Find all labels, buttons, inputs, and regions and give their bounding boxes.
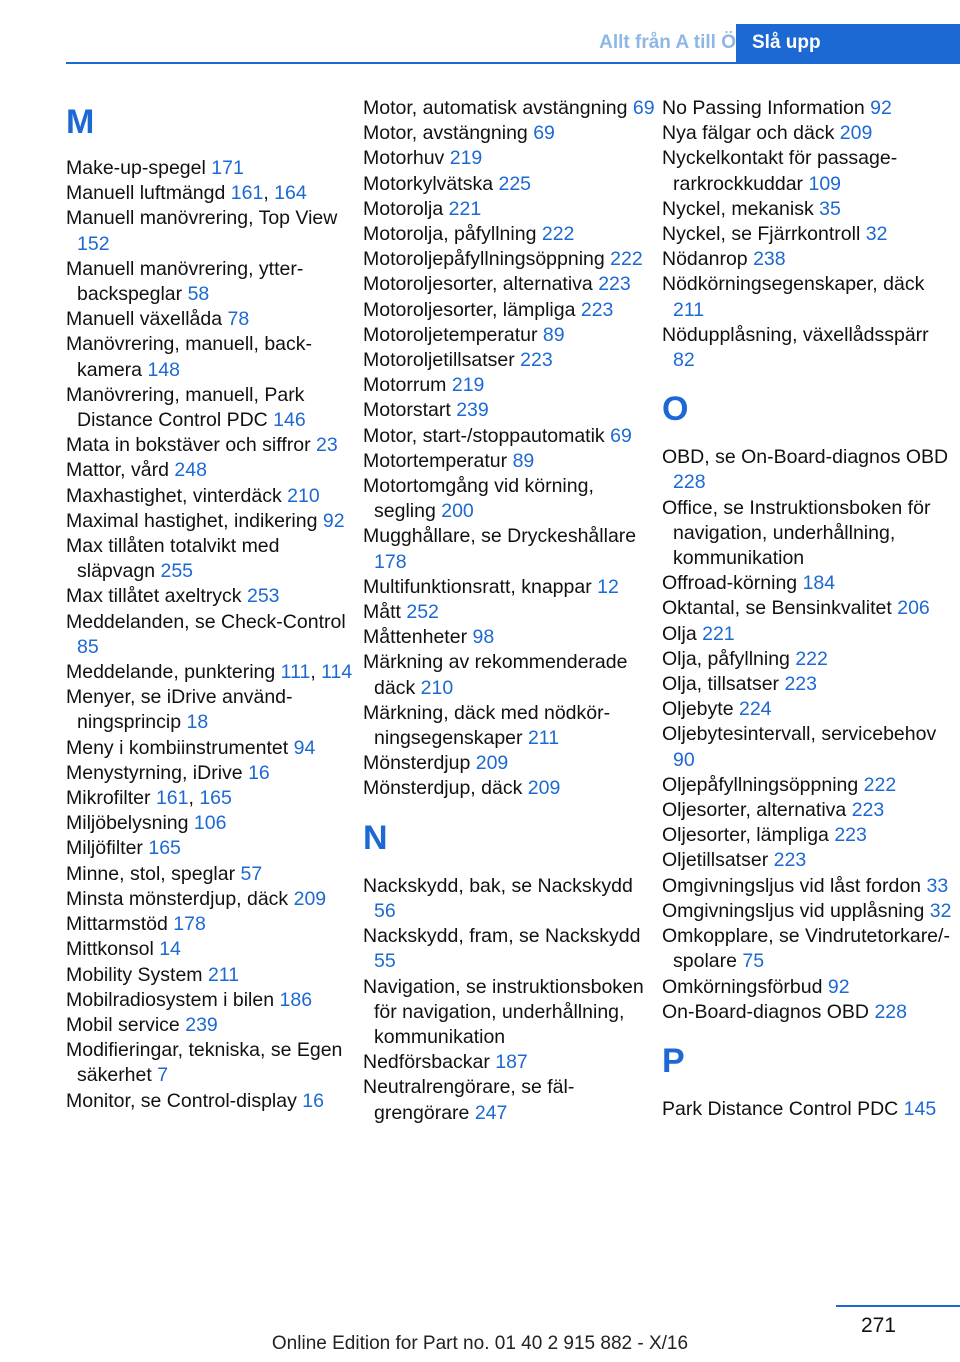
tab-look-up[interactable]: Slå upp — [736, 24, 960, 62]
index-entry-term: Motortemperatur — [363, 449, 508, 472]
index-entry-term: Nyckelkontakt för passagerarkrockkuddar — [662, 147, 898, 195]
index-entry — [66, 433, 356, 458]
page-reference-link[interactable]: 92 — [870, 97, 892, 119]
index-entry-term: Manuell manövrering, ytterbackspeglar — [66, 257, 304, 306]
page-number-rule — [836, 1305, 960, 1307]
page-reference-link[interactable]: 228 — [673, 471, 706, 494]
index-entry — [662, 697, 952, 722]
page-reference-link[interactable]: 164 — [274, 182, 307, 205]
index-entry — [66, 736, 356, 761]
page-reference-link[interactable]: 75 — [742, 950, 765, 973]
index-entry-term: Måttenheter — [363, 626, 468, 649]
index-entry-term: Nyckel, mekanisk — [662, 197, 814, 220]
index-entry — [662, 899, 952, 924]
index-entry — [363, 600, 655, 625]
index-entry — [363, 701, 655, 751]
index-entry-term: Meddelanden, se Check-Control — [66, 610, 346, 633]
page-reference-link[interactable]: 16 — [302, 1089, 324, 1112]
index-entry — [363, 874, 655, 924]
page-reference-link[interactable]: 211 — [527, 727, 560, 750]
index-entry-term: Motoroljetemperatur — [363, 323, 538, 346]
index-entry — [662, 924, 952, 974]
index-entry-term: Märkning av rekommenderade däck — [363, 651, 628, 699]
index-entry — [363, 975, 655, 1051]
index-entry — [363, 524, 655, 574]
page-reference-link[interactable]: 209 — [839, 122, 873, 145]
index-entry — [662, 445, 952, 495]
index-entry-term: Meddelande, punktering — [66, 661, 276, 684]
page-reference-link[interactable]: 186 — [279, 988, 313, 1011]
index-entry — [363, 298, 655, 323]
index-entry-term: Neutralrengörare, se fälgrengörare — [363, 1076, 575, 1124]
index-entry — [66, 963, 356, 988]
index-entry-term: Manövrering, manuell, backkamera — [66, 333, 313, 381]
index-entry — [363, 96, 655, 121]
index-entry — [363, 398, 655, 423]
index-entry-term: Monitor, se Control-display — [66, 1089, 297, 1112]
index-entry — [66, 458, 356, 483]
section-letter-p: P — [662, 1041, 685, 1080]
index-entry — [66, 761, 356, 786]
index-entry — [662, 496, 952, 572]
page-reference-link[interactable]: 98 — [472, 626, 495, 649]
page-reference-link[interactable]: 221 — [448, 197, 482, 220]
index-entry: Manuell luftmängd 161, 164 — [66, 182, 307, 205]
index-entry-term: Mata in bokstäver och siffror — [66, 434, 311, 457]
index-entry — [363, 474, 655, 524]
index-entry — [66, 307, 356, 332]
index-entry-term: Menystyrning, iDrive — [66, 761, 243, 784]
section-letter-n: N — [363, 818, 388, 857]
page-reference-link[interactable]: 219 — [451, 374, 485, 397]
index-entry — [363, 1075, 655, 1125]
index-entry-term: Manuell manövrering, Top View — [66, 207, 338, 230]
page-reference-link[interactable]: 223 — [851, 799, 885, 822]
index-entry-term: Nackskydd, bak, se Nackskydd — [363, 874, 633, 897]
page-reference-link[interactable]: 12 — [597, 575, 619, 598]
page-reference-link[interactable]: 224 — [738, 698, 772, 721]
index-column-2 — [363, 96, 655, 1126]
index-entry-term: Navigation, se instruktionsboken för navigation, underhållning, kommunikation — [363, 975, 644, 1048]
index-entry-term: Oljesorter, lämpliga — [662, 824, 829, 847]
index-entry — [363, 247, 655, 272]
page-reference-link[interactable]: 239 — [456, 399, 489, 422]
page-reference-link[interactable]: 161 — [155, 787, 189, 810]
page-reference-link[interactable]: 23 — [316, 434, 338, 457]
index-entry — [363, 121, 655, 146]
index-entry — [363, 625, 655, 650]
index-column-3 — [662, 96, 952, 1122]
index-entry-term: Nödanrop — [662, 248, 748, 271]
index-entry — [66, 1013, 356, 1038]
page-reference-link[interactable]: 69 — [533, 122, 555, 145]
page-reference-link[interactable]: 165 — [148, 837, 181, 860]
index-entry — [662, 247, 952, 272]
index-entry — [662, 1000, 952, 1025]
page-reference-link[interactable]: 165 — [199, 787, 232, 810]
index-entry-term: Oljepåfyllningsöppning — [662, 773, 859, 796]
page-reference-link[interactable]: 14 — [159, 938, 181, 961]
index-entry — [66, 685, 356, 735]
index-entry-term: Multifunktionsratt, knappar — [363, 575, 592, 598]
index-entry — [66, 988, 356, 1013]
index-entry-term: Olja — [662, 622, 697, 645]
index-entry — [662, 571, 952, 596]
index-entry — [66, 584, 356, 609]
page-reference-link[interactable]: 18 — [186, 711, 209, 734]
index-entry — [662, 848, 952, 873]
page-reference-link[interactable]: 223 — [784, 673, 817, 696]
index-entry — [363, 776, 655, 801]
index-entry — [363, 1050, 655, 1075]
page-reference-link[interactable]: 82 — [673, 349, 695, 372]
page-reference-link[interactable]: 239 — [185, 1013, 218, 1036]
index-entry — [66, 912, 356, 937]
index-entry — [662, 975, 952, 1000]
index-entry — [66, 610, 356, 660]
index-entry-term: Make-up-spegel — [66, 157, 206, 179]
page-reference-link[interactable]: 222 — [610, 248, 643, 271]
index-entry-term: Max tillåtet axeltryck — [66, 585, 242, 608]
page-reference-link[interactable]: 85 — [77, 635, 99, 658]
index-entry — [363, 172, 655, 197]
index-entry — [662, 197, 952, 222]
page-reference-link[interactable]: 92 — [322, 509, 345, 532]
index-entry — [662, 823, 952, 848]
index-entry — [363, 323, 655, 348]
index-entry-term: Oljebytesintervall, servicebehov — [662, 723, 937, 746]
index-entry: Mikrofilter 161, 165 — [66, 787, 232, 810]
index-entry-term: Mönsterdjup — [363, 752, 471, 775]
page-reference-link[interactable]: 225 — [498, 172, 532, 195]
index-entry-term: Nedförsbackar — [363, 1051, 490, 1074]
page-reference-link[interactable]: 223 — [834, 824, 867, 847]
page-reference-link[interactable]: 114 — [321, 661, 353, 684]
index-entry-term: Mattor, vård — [66, 459, 169, 482]
index-entry-term: Omgivningsljus vid upplåsning — [662, 899, 925, 922]
index-entry-term: Motoroljepåfyllningsöppning — [363, 248, 605, 271]
index-entry-term: Omgivningsljus vid låst fordon — [662, 874, 922, 897]
index-entry-term: Nyckel, se Fjärrkontroll — [662, 223, 861, 246]
page-reference-link[interactable]: 209 — [475, 752, 509, 775]
page-reference-link[interactable]: 148 — [147, 358, 180, 381]
index-entry-term: Motoroljetillsatser — [363, 349, 515, 372]
page-reference-link[interactable]: 247 — [474, 1101, 508, 1124]
index-entry-term: Motor, avstängning — [363, 122, 528, 145]
index-entry-term: Motorhuv — [363, 147, 445, 170]
page-reference-link[interactable]: 33 — [926, 874, 949, 897]
index-entry-term: Olja, påfyllning — [662, 647, 790, 670]
page-reference-link[interactable]: 161 — [230, 182, 264, 205]
page-reference-link[interactable]: 219 — [449, 147, 483, 170]
index-entry — [363, 650, 655, 700]
index-entry — [66, 836, 356, 861]
index-entry — [66, 1038, 356, 1088]
page-reference-link[interactable]: 89 — [542, 323, 565, 346]
index-entry-term: Oktantal, se Bensinkvalitet — [662, 597, 892, 620]
index-entry-term: Nödupplåsning, växellådsspärr — [662, 323, 929, 346]
section-letter-m: M — [66, 103, 95, 141]
page-number: 271 — [860, 1314, 896, 1337]
index-entry — [363, 424, 655, 449]
index-entry-term: Meny i kombiinstrumentet — [66, 736, 289, 759]
page-reference-link[interactable]: 252 — [406, 601, 439, 624]
index-entry-term: Nya fälgar och däck — [662, 122, 835, 145]
page-reference-link[interactable]: 222 — [541, 223, 575, 246]
page-reference-link[interactable]: 253 — [246, 585, 280, 608]
index-entry — [363, 924, 655, 974]
page-reference-link[interactable]: 211 — [207, 963, 240, 986]
index-entry — [363, 272, 655, 297]
index-entry — [662, 121, 952, 146]
index-entry-term: Maximal hastighet, indikering — [66, 509, 318, 532]
page-reference-link[interactable]: 255 — [160, 560, 194, 583]
index-entry-term: Motorstart — [363, 399, 451, 422]
page-reference-link[interactable]: 238 — [753, 248, 786, 271]
page-reference-link[interactable]: 223 — [520, 349, 553, 372]
index-entry — [662, 773, 952, 798]
index-entry-term: Motor, start-/stoppautomatik — [363, 424, 605, 447]
index-entry-term: Mittkonsol — [66, 938, 154, 961]
top-navigation — [0, 24, 960, 62]
page-reference-link[interactable]: 209 — [293, 887, 327, 910]
index-entry-term: Motorolja, påfyllning — [363, 223, 537, 246]
index-entry-term: Omkopplare, se Vindrutetorkare/-spolare — [662, 925, 950, 973]
index-entry — [662, 647, 952, 672]
index-entry-term: Märkning, däck med nödkörningsegenskaper — [363, 701, 611, 750]
index-entry-term: Motorrum — [363, 374, 447, 397]
index-entry — [662, 323, 952, 373]
index-entry-term: Mugghållare, se Dryckeshållare — [363, 525, 637, 548]
index-entry-term: Nackskydd, fram, se Nackskydd — [363, 925, 641, 948]
index-entry-term: Menyer, se iDrive användningsprincip — [66, 686, 293, 734]
index-entry-term: Mikrofilter — [66, 787, 151, 810]
index-entry-term: Nödkörningsegenskaper, däck — [662, 273, 925, 296]
index-entry-term: Maxhastighet, vinterdäck — [66, 484, 282, 507]
page-reference-link[interactable]: 171 — [211, 157, 244, 179]
page-reference-link[interactable]: 78 — [227, 308, 250, 331]
index-entry-term: Oljebyte — [662, 698, 734, 721]
page-reference-link[interactable]: 69 — [610, 424, 632, 447]
index-entry-term: Manuell växellåda — [66, 308, 223, 331]
page-reference-link[interactable]: 178 — [173, 913, 206, 936]
index-entry-term: Mobilradiosystem i bilen — [66, 988, 275, 1011]
page-reference-link[interactable]: 206 — [897, 597, 930, 620]
index-entry — [363, 751, 655, 776]
index-entry-term: Minne, stol, speglar — [66, 862, 236, 885]
page-reference-link[interactable]: 223 — [580, 298, 614, 321]
page-reference-link[interactable]: 111 — [280, 661, 311, 684]
header-divider — [66, 62, 960, 64]
index-entry-term: Motoroljesorter, lämpliga — [363, 298, 576, 321]
index-entry — [66, 509, 356, 534]
index-entry — [363, 348, 655, 373]
index-entry-term: OBD, se On-Board-diagnos OBD — [662, 446, 949, 469]
index-entry-term: Manuell luftmängd — [66, 182, 226, 205]
page-reference-link[interactable]: 184 — [802, 572, 836, 595]
page-reference-link[interactable]: 228 — [874, 1000, 907, 1023]
index-entry-term: Olja, tillsatser — [662, 673, 780, 696]
index-entry — [662, 1097, 952, 1122]
index-entry — [66, 156, 356, 181]
page-reference-link[interactable]: 92 — [827, 975, 850, 998]
index-entry — [662, 222, 952, 247]
index-entry — [66, 206, 356, 256]
index-entry — [662, 798, 952, 823]
index-entry-term: Oljetillsatser — [662, 849, 769, 872]
index-entry — [662, 874, 952, 899]
index-entry — [66, 534, 356, 584]
page-reference-link[interactable]: 222 — [863, 773, 897, 796]
index-entry — [363, 373, 655, 398]
index-entry — [66, 484, 356, 509]
index-entry-term: Minsta mönsterdjup, däck — [66, 887, 289, 910]
page-reference-link[interactable]: 178 — [374, 550, 407, 573]
index-entry-term: Mönsterdjup, däck — [363, 777, 523, 800]
index-entry-term: Mobil service — [66, 1013, 180, 1036]
page-reference-link[interactable]: 223 — [773, 849, 807, 872]
index-entry — [66, 862, 356, 887]
page-reference-link[interactable]: 145 — [903, 1097, 937, 1120]
index-entry-term: No Passing Information — [662, 97, 865, 119]
page-reference-link[interactable]: 200 — [441, 500, 474, 523]
index-entry-term: Omkörningsförbud — [662, 975, 823, 998]
page-reference-link[interactable]: 222 — [795, 647, 828, 670]
index-entry — [66, 383, 356, 433]
page-reference-link[interactable]: 90 — [673, 748, 695, 771]
page-reference-link[interactable]: 211 — [673, 298, 705, 321]
index-entry — [363, 575, 655, 600]
index-entry-term: Motoroljesorter, alternativa — [363, 273, 593, 296]
index-entry — [363, 449, 655, 474]
page-reference-link[interactable]: 35 — [819, 197, 841, 220]
section-link-a-to-o[interactable]: Allt från A till Ö — [599, 32, 736, 53]
page-reference-link[interactable]: 248 — [174, 459, 207, 482]
index-entry-term: On-Board-diagnos OBD — [662, 1000, 870, 1023]
index-entry-term: Miljöbelysning — [66, 812, 189, 835]
index-entry-term: Oljesorter, alternativa — [662, 799, 847, 822]
index-entry — [363, 146, 655, 171]
index-entry-term: Mått — [363, 601, 401, 624]
page-reference-link[interactable]: 58 — [187, 283, 210, 306]
page-reference-link[interactable]: 209 — [527, 777, 561, 800]
page-reference-link[interactable]: 187 — [495, 1051, 528, 1074]
index-entry-term: Offroad-körning — [662, 572, 798, 595]
index-entry — [662, 272, 952, 322]
index-entry — [662, 622, 952, 647]
index-entry — [66, 257, 356, 307]
index-entry — [662, 596, 952, 621]
page-reference-link[interactable]: 56 — [374, 899, 396, 922]
index-entry-term: Miljöfilter — [66, 837, 143, 860]
index-entry — [363, 197, 655, 222]
index-entry — [66, 811, 356, 836]
index-entry-term: Max tillåten totalvikt med släpvagn — [66, 535, 280, 583]
page-reference-link[interactable]: 7 — [157, 1064, 169, 1087]
section-letter-o: O — [662, 390, 689, 429]
index-entry-term: Modifieringar, tekniska, se Egen säkerhet — [66, 1039, 343, 1087]
index-entry — [662, 722, 952, 772]
index-entry — [662, 96, 952, 121]
index-entry — [66, 332, 356, 382]
index-entry-term: Office, se Instruktionsboken för navigation, underhållning, kommunikation — [662, 496, 931, 570]
page-reference-link[interactable]: 210 — [420, 676, 454, 699]
page-reference-link[interactable]: 89 — [512, 449, 535, 472]
page-reference-link[interactable]: 106 — [193, 812, 227, 835]
index-entry-term: Mobility System — [66, 963, 203, 986]
page-reference-link[interactable]: 152 — [77, 232, 110, 255]
index-entry — [66, 1089, 356, 1114]
index-entry-term: Motortomgång vid körning, segling — [363, 475, 594, 523]
index-entry-term: Motor, automatisk avstängning — [363, 97, 628, 119]
page-reference-link[interactable]: 69 — [632, 97, 655, 119]
page-reference-link[interactable]: 94 — [293, 736, 316, 759]
index-entry — [66, 887, 356, 912]
index-entry: Meddelande, punktering 111, 114 — [66, 661, 353, 684]
page-reference-link[interactable]: 57 — [240, 862, 263, 885]
page-reference-link[interactable]: 55 — [374, 950, 396, 973]
page-reference-link[interactable]: 221 — [702, 622, 735, 645]
index-entry — [66, 937, 356, 962]
index-entry — [363, 222, 655, 247]
page-reference-link[interactable]: 32 — [929, 899, 952, 922]
index-entry-term: Park Distance Control PDC — [662, 1097, 899, 1120]
index-entry — [662, 672, 952, 697]
footer-edition-note: Online Edition for Part no. 01 40 2 915 882 - X/16 — [271, 1333, 689, 1354]
page-reference-link[interactable]: 16 — [248, 761, 270, 784]
page-reference-link[interactable]: 109 — [808, 172, 842, 195]
page-reference-link[interactable]: 32 — [865, 223, 888, 246]
page-reference-link[interactable]: 223 — [598, 273, 631, 296]
index-entry — [662, 146, 952, 196]
index-entry-term: Motorolja — [363, 197, 444, 220]
index-entry-term: Mittarmstöd — [66, 913, 168, 936]
index-column-1 — [66, 96, 356, 1114]
page-reference-link[interactable]: 210 — [287, 484, 320, 507]
index-entry-term: Motorkylvätska — [363, 172, 494, 195]
index-entry-term: Manövrering, manuell, Park Distance Control PDC — [66, 383, 305, 432]
page-reference-link[interactable]: 146 — [273, 409, 306, 432]
